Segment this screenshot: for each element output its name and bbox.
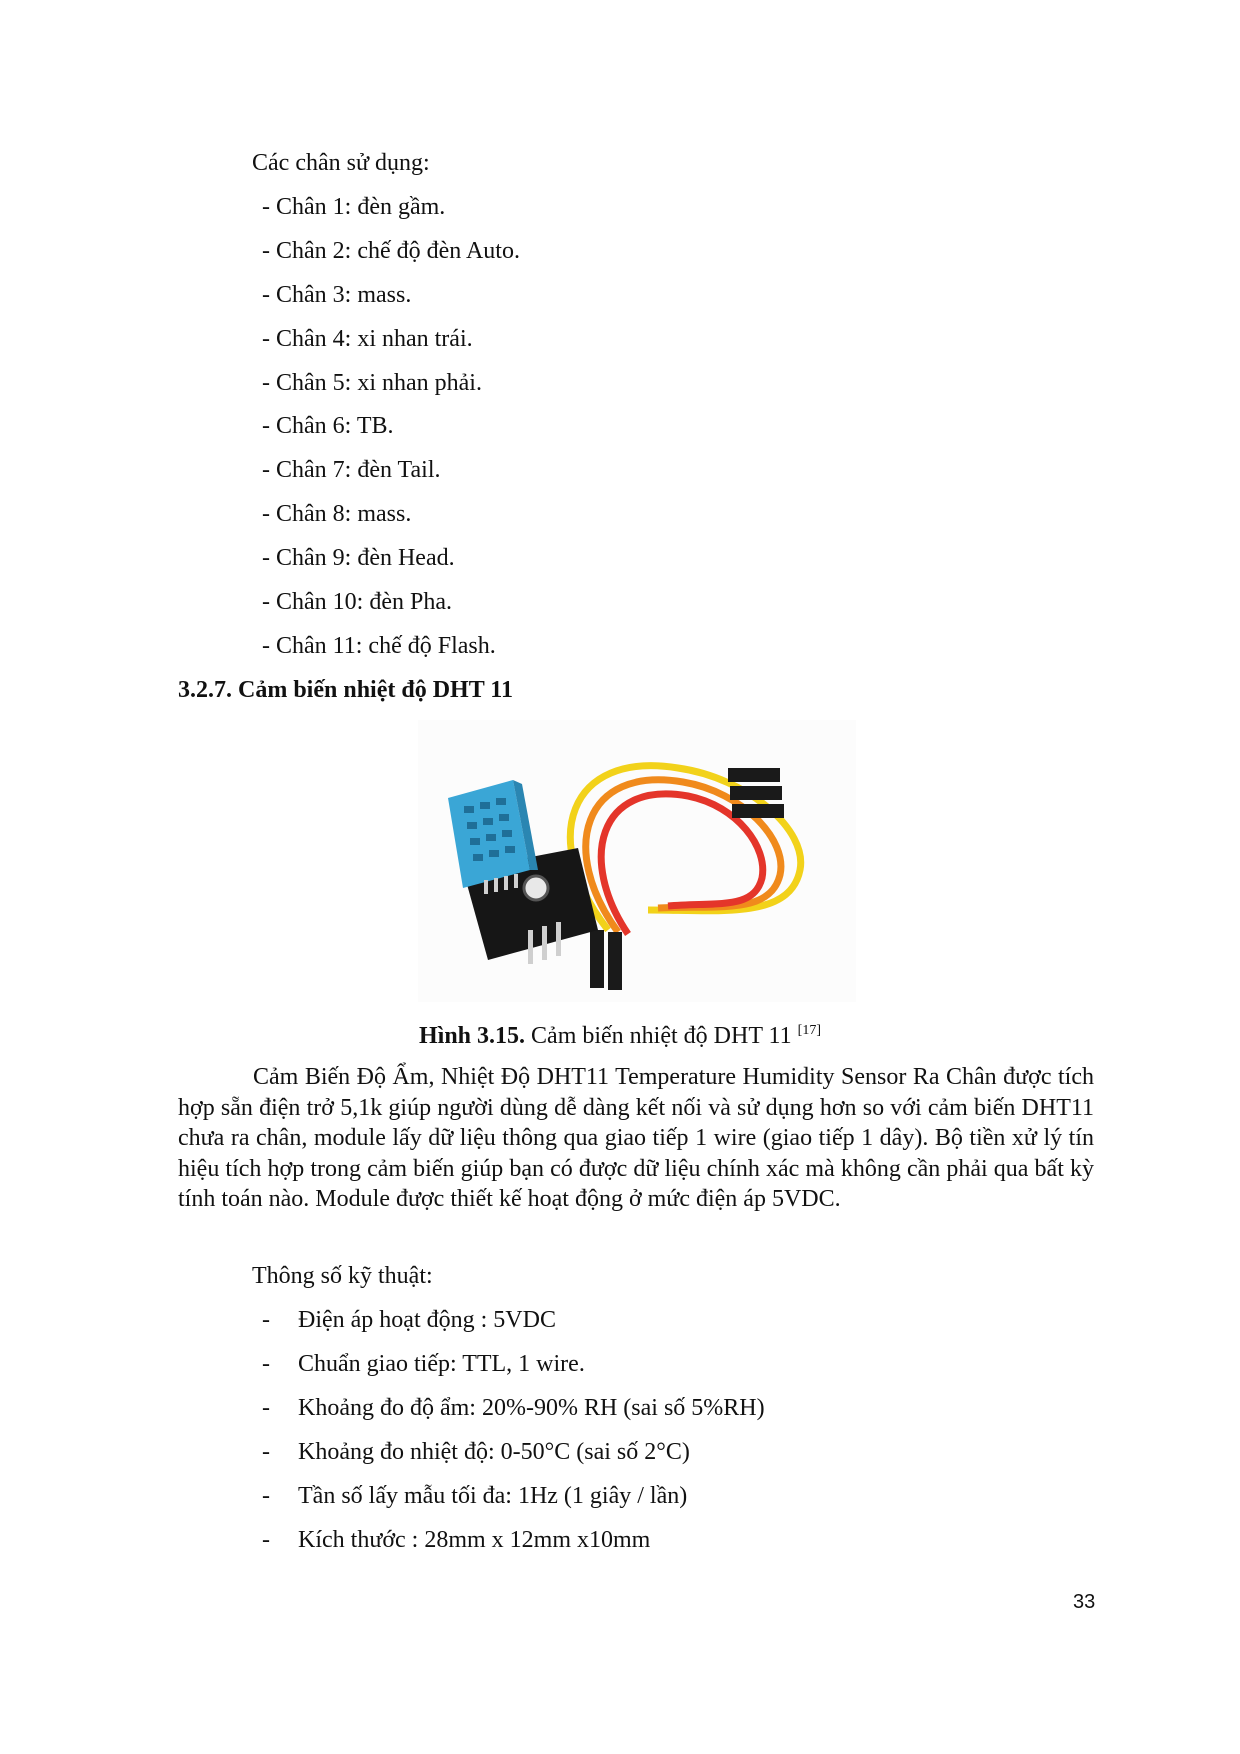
bullet-dash: - [262,1527,270,1553]
connector-housing [728,768,780,782]
header-pin [528,930,533,964]
pin-item: - Chân 8: mass. [262,501,412,527]
figure-caption [0,1016,1240,1051]
pin-item: - Chân 10: đèn Pha. [262,589,452,615]
page-number: 33 [1073,1591,1096,1613]
body-paragraph: Cảm Biến Độ Ẩm, Nhiệt Độ DHT11 Temperature Humidity Sensor Ra Chân được tích hợp sẵn điện trở 5,1k giúp người dùng dễ dàng kết nối và sử dụng hơn so với cảm biến DHT11 chưa ra chân, module lấy dữ liệu thông qua giao tiếp 1 wire (giao tiếp 1 dây). Bộ tiền xử lý tín hiệu tích hợp trong cảm biến giúp bạn có được dữ liệu chính xác mà không cần phải qua bất kỳ tính toán nào. Module được thiết kế hoạt động ở mức điện áp 5VDC. [178,1064,1094,1212]
header-pin [556,922,561,956]
intro-text: Các chân sử dụng: [252,150,430,176]
spec-text: Điện áp hoạt động : 5VDC [298,1307,556,1333]
spec-text: Kích thước : 28mm x 12mm x10mm [298,1527,651,1553]
connector-housing [730,786,782,800]
sensor-pin [484,880,488,894]
figure-label: Hình 3.15. [419,1023,526,1049]
connector-housing [732,804,784,818]
connector-housing [590,930,604,988]
bullet-dash: - [262,1395,270,1421]
figure-image [418,720,856,1002]
sensor-pin [514,874,518,888]
pin-item: - Chân 6: TB. [262,413,394,439]
pin-item: - Chân 7: đèn Tail. [262,457,441,483]
header-pin [542,926,547,960]
connector-housing [608,932,622,990]
spec-text: Tần số lấy mẫu tối đa: 1Hz (1 giây / lần) [298,1483,688,1509]
dht11-sensor-photo [418,720,856,1002]
bullet-dash: - [262,1483,270,1509]
sensor-pin [494,878,498,892]
section-heading: 3.2.7. Cảm biến nhiệt độ DHT 11 [178,677,513,703]
pin-item: - Chân 5: xi nhan phải. [262,370,482,396]
specs-title: Thông số kỹ thuật: [252,1263,433,1289]
figure-ref: [17] [797,1023,821,1038]
pin-item: - Chân 9: đèn Head. [262,545,455,571]
figure-text: Cảm biến nhiệt độ DHT 11 [525,1023,798,1049]
pin-item: - Chân 1: đèn gầm. [262,194,446,220]
pin-item: - Chân 11: chế độ Flash. [262,633,496,659]
bullet-dash: - [262,1351,270,1377]
sensor-pin [504,876,508,890]
mounting-hole [524,876,548,900]
spec-text: Chuẩn giao tiếp: TTL, 1 wire. [298,1351,585,1377]
bullet-dash: - [262,1307,270,1333]
bullet-dash: - [262,1439,270,1465]
spec-text: Khoảng đo độ ẩm: 20%-90% RH (sai số 5%RH) [298,1395,765,1421]
pin-item: - Chân 4: xi nhan trái. [262,326,473,352]
pin-item: - Chân 3: mass. [262,282,412,308]
spec-text: Khoảng đo nhiệt độ: 0-50°C (sai số 2°C) [298,1439,690,1465]
pin-item: - Chân 2: chế độ đèn Auto. [262,238,520,264]
